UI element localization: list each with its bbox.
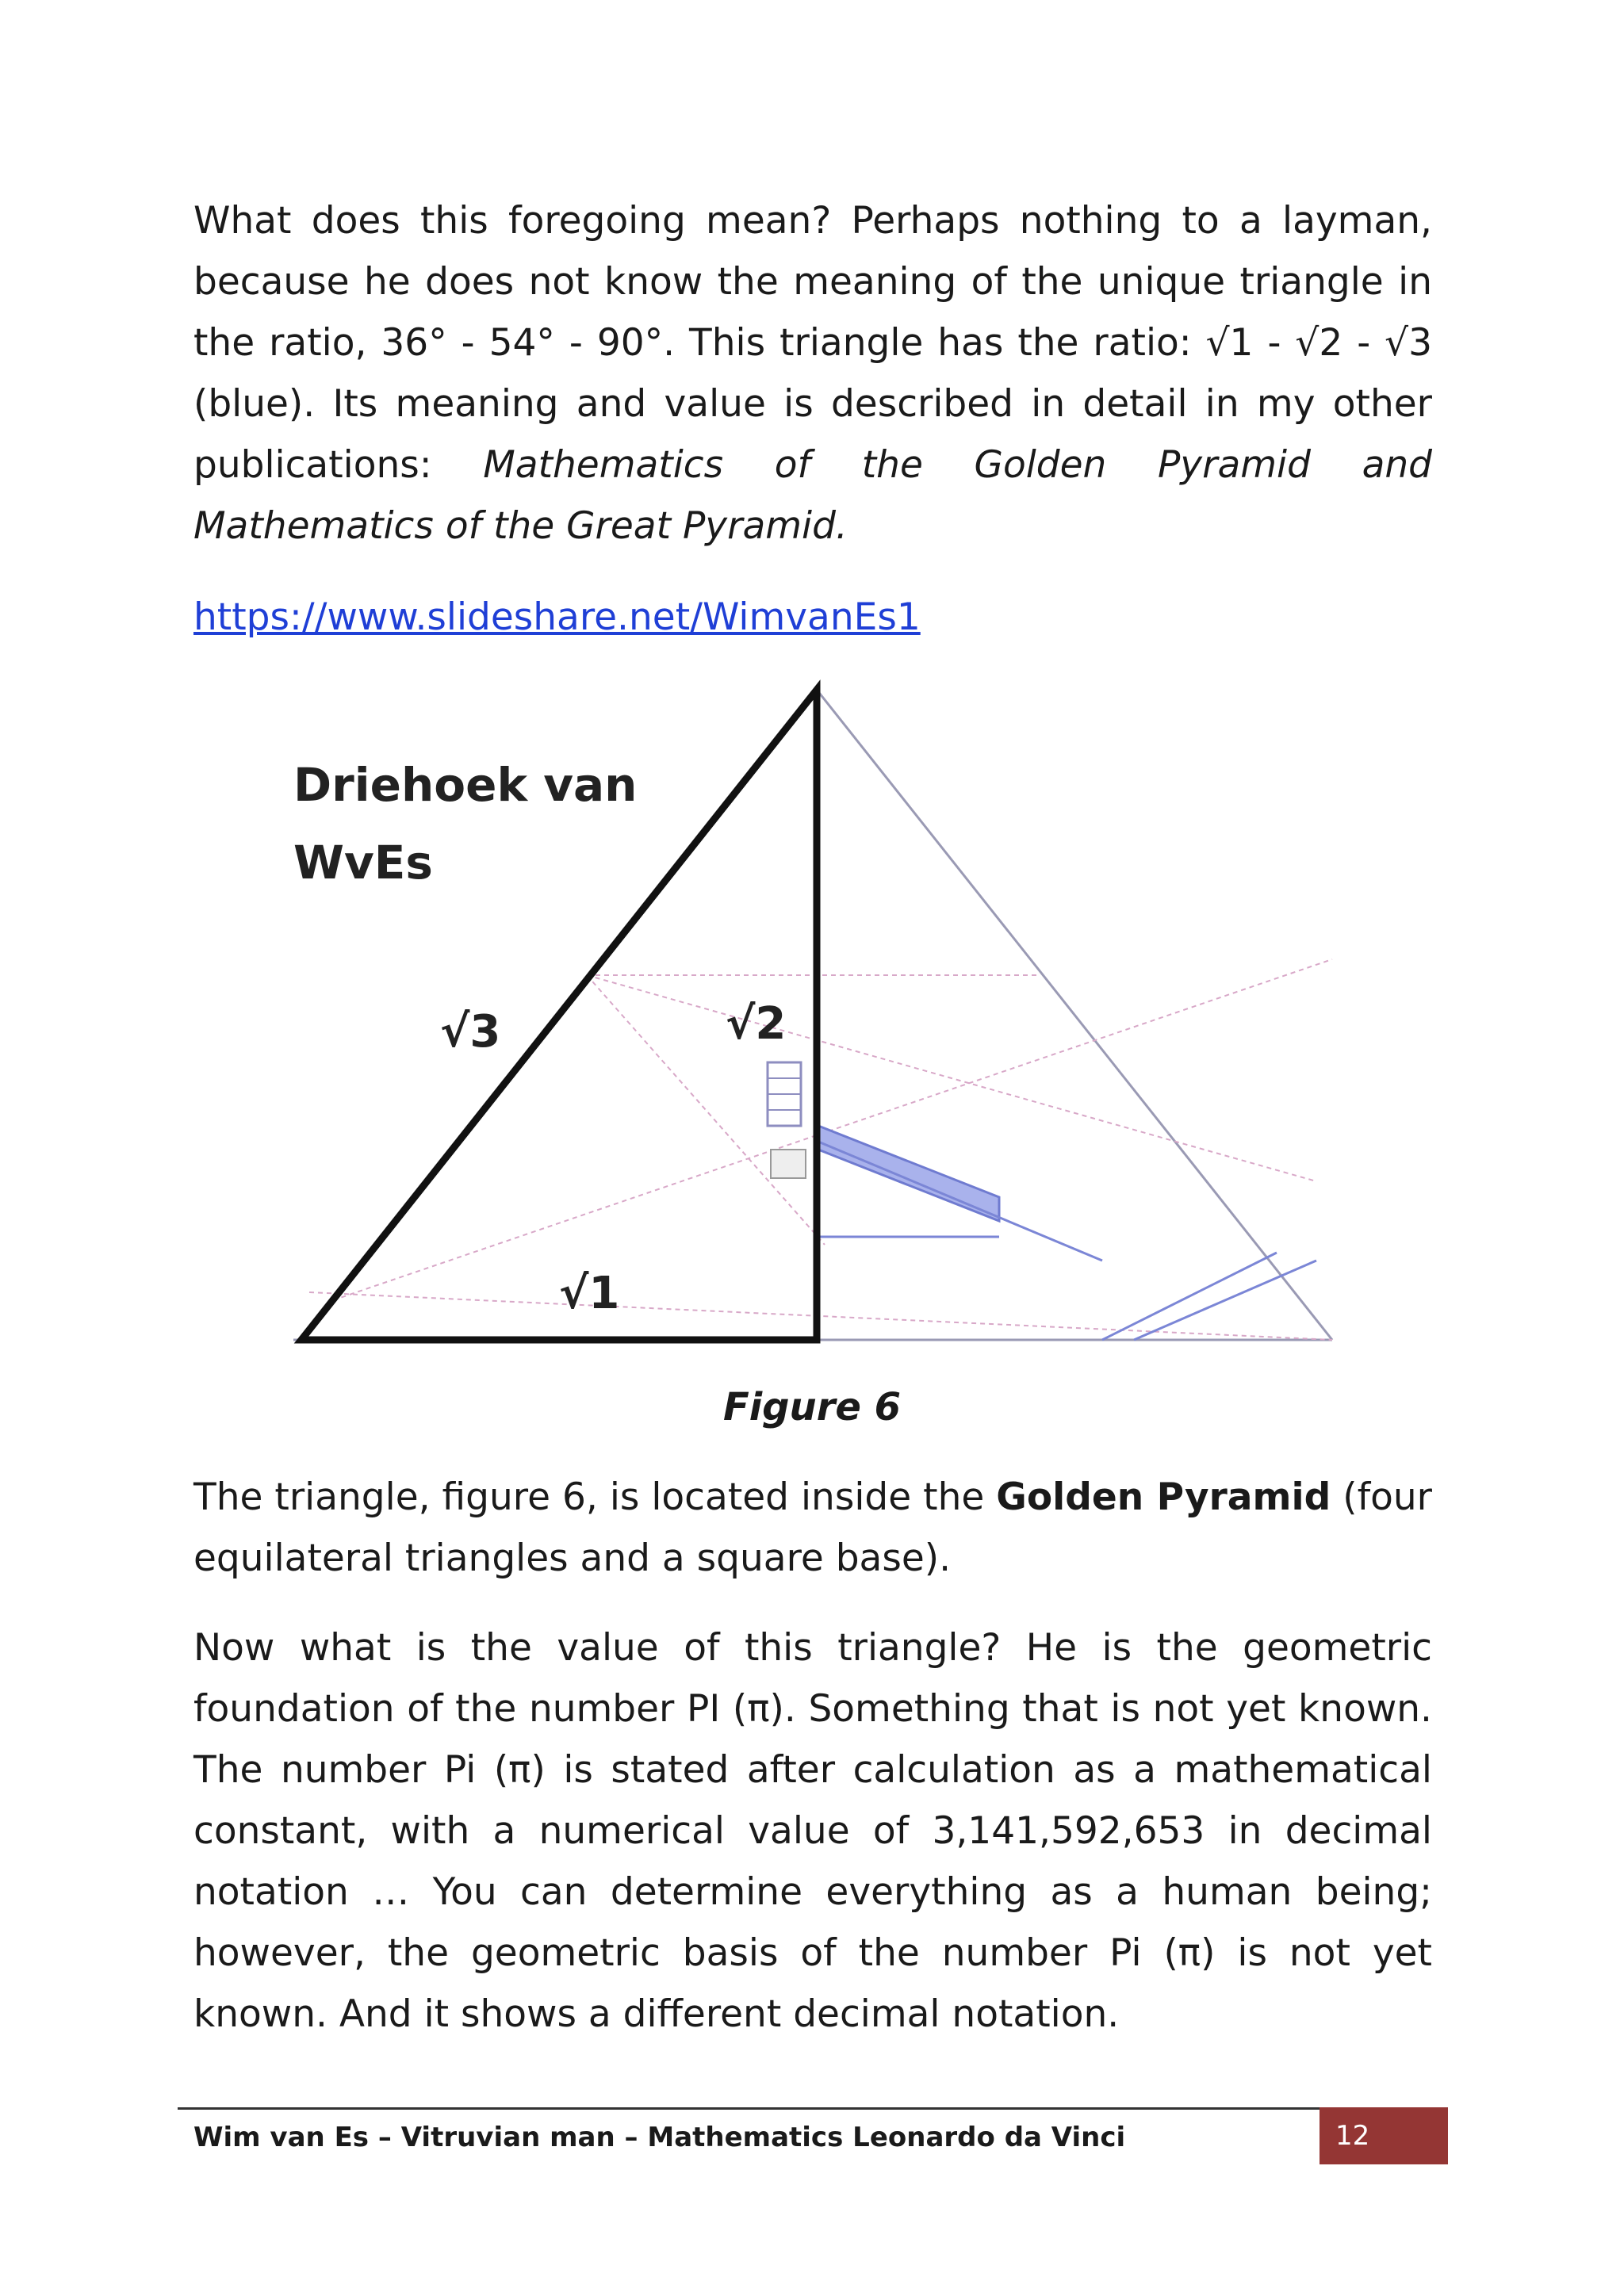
label-sqrt1: √1 — [559, 1268, 620, 1319]
footer-text: Wim van Es – Vitruvian man – Mathematics Leonardo da Vinci — [193, 2122, 1126, 2153]
label-sqrt3: √3 — [440, 1006, 501, 1058]
figure-title-line2: WvEs — [293, 836, 433, 890]
paragraph-intro — [193, 190, 1432, 557]
footer-divider — [178, 2107, 1448, 2110]
page-number-box — [1320, 2107, 1448, 2164]
figure-title-line1: Driehoek van — [293, 758, 638, 812]
slideshare-link[interactable]: https://www.slideshare.net/WimvanEs1 — [193, 595, 921, 639]
paragraph-golden-pyramid — [193, 1467, 1432, 1589]
label-sqrt2: √2 — [726, 998, 787, 1050]
paragraph-pi: Now what is the value of this triangle? He is the geometric foundation of the number PI (π). Something that is not yet known. The number Pi (π) is stated after calculation as a mathematical constant, with a numerical value of 3,141,592,653 in decimal notation … You can determine everything as a human being; however, the geometric basis of the number Pi (π) is not yet known. And it shows a different decimal notation. — [193, 1626, 1432, 2036]
figure-6-diagram — [285, 674, 1348, 1356]
p2-after: (four equilateral triangles and a square base). — [193, 1475, 1432, 1580]
figure-caption: Figure 6 — [722, 1385, 902, 1429]
publication-titles: Mathematics of the Golden Pyramid and Mathematics of the Great Pyramid. — [193, 443, 1432, 548]
paragraph-intro-text: What does this foregoing mean? Perhaps nothing to a layman, because he does not know the meaning of the unique triangle in the ratio, 36° - 54° - 90°. This triangle has the ratio: √1 - √2 - √3 (blue). Its meaning and value is described in detail in my other publications: — [193, 199, 1432, 487]
page-number: 12 — [1335, 2120, 1370, 2152]
p2-before: The triangle, figure 6, is located inside the — [193, 1475, 997, 1519]
golden-pyramid-term: Golden Pyramid — [996, 1475, 1331, 1519]
